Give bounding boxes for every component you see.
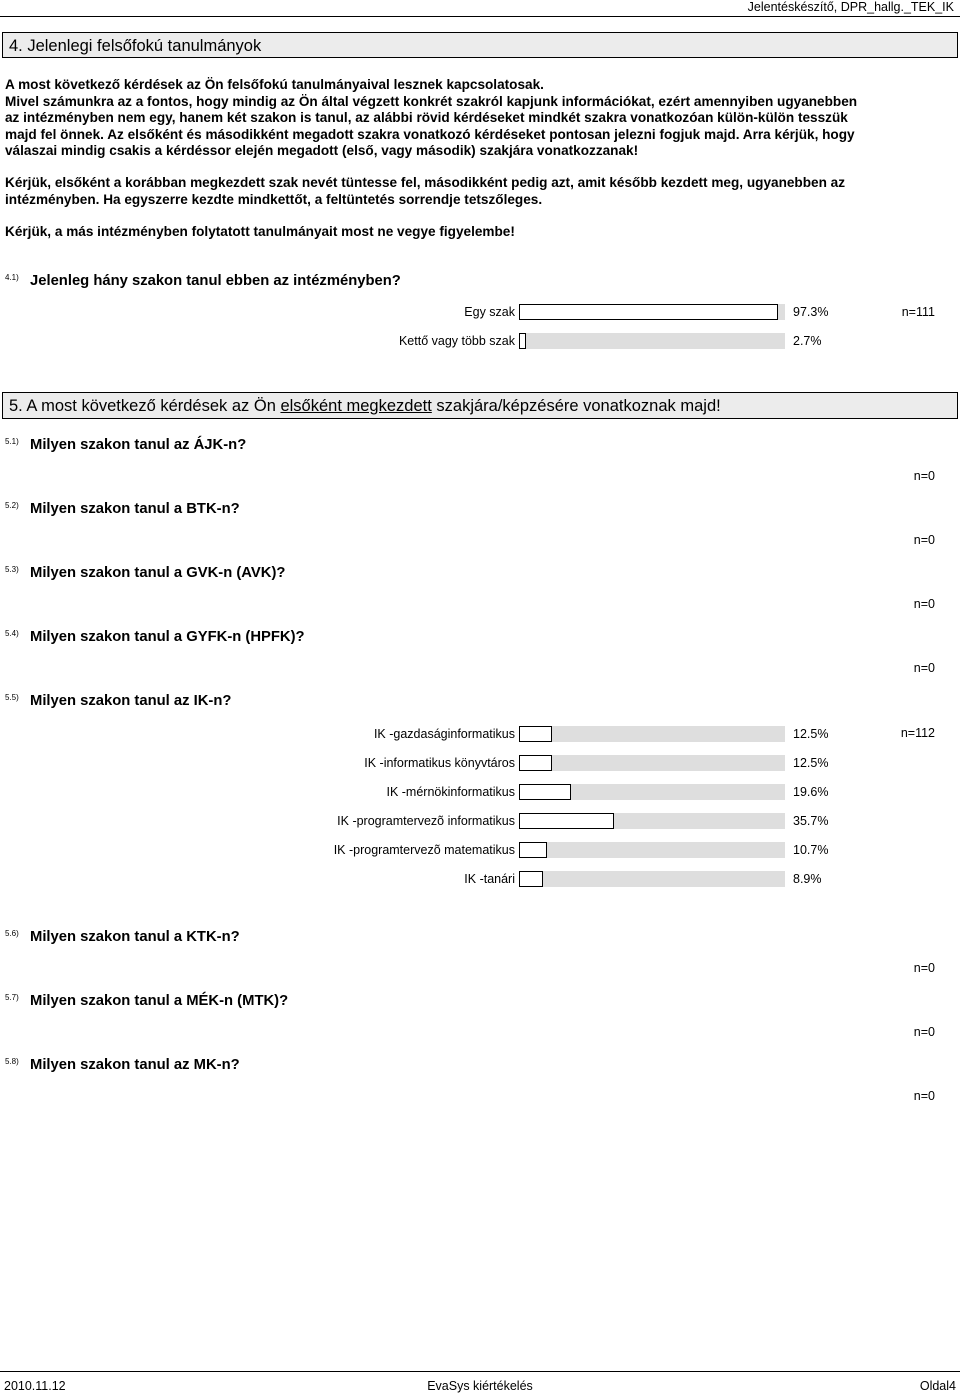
question-text: Milyen szakon tanul a GYFK-n (HPFK)? (30, 629, 305, 645)
intro-paragraph-1 (5, 77, 953, 160)
section-5-text-after: szakjára/képzésére vonatkoznak majd! (431, 397, 721, 415)
answer-percentage: 19.6% (793, 785, 829, 799)
answer-option-label: Kettő vagy több szak (398, 334, 515, 348)
answer-option-label: Egy szak (464, 305, 515, 319)
response-count: n=0 (913, 597, 935, 611)
answer-bar-track (519, 784, 785, 800)
response-count: n=111 (901, 305, 935, 319)
question-text: Jelenleg hány szakon tanul ebben az intézményben? (30, 273, 401, 289)
answer-option-label: IK -programtervezõ matematikus (333, 843, 515, 857)
question-number: 5.2) (5, 501, 19, 510)
question-number: 5.3) (5, 565, 19, 574)
footer-divider (0, 1371, 960, 1372)
response-count: n=0 (913, 533, 935, 547)
section-4-title: 4. Jelenlegi felsőfokú tanulmányok (2, 32, 958, 58)
response-count: n=0 (913, 1089, 935, 1103)
question-text: Milyen szakon tanul az IK-n? (30, 693, 232, 709)
question-text: Milyen szakon tanul a BTK-n? (30, 501, 240, 517)
question-number: 4.1) (5, 273, 19, 282)
response-count: n=0 (913, 1025, 935, 1039)
intro-line: intézményben. Ha egyszerre kezdte mindkettőt, a feltüntetés sorrendje tetszőleges. (5, 191, 543, 207)
answer-bar (519, 333, 526, 349)
answer-option-label: IK -programtervezõ informatikus (337, 814, 515, 828)
footer-title: EvaSys kiértékelés (427, 1379, 533, 1393)
answer-bar-track (519, 755, 785, 771)
response-count: n=112 (900, 726, 935, 740)
intro-line: válaszai mindig csakis a kérdéssor elején megadott (első, vagy második) szakjára vonatkozzanak! (5, 143, 639, 158)
footer-page-number: Oldal4 (919, 1379, 956, 1393)
answer-option-label: IK -mérnökinformatikus (386, 785, 515, 799)
report-header: Jelentéskészítő, DPR_hallg._TEK_IK (747, 0, 954, 14)
intro-line: majd fel önnek. Az elsőként és másodikként megadott szakra vonatkozó kérdéseket pontosan jelezni fogjuk majd. Arra kérjük, hogy (5, 126, 855, 142)
answer-bar (519, 842, 547, 858)
question-text: Milyen szakon tanul a KTK-n? (30, 929, 240, 945)
answer-bar-track (519, 726, 785, 742)
answer-bar (519, 784, 571, 800)
question-number: 5.8) (5, 1057, 19, 1066)
answer-bar-track (519, 842, 785, 858)
question-number: 5.7) (5, 993, 19, 1002)
response-count: n=0 (913, 469, 935, 483)
question-text: Milyen szakon tanul az MK-n? (30, 1057, 240, 1073)
intro-line: A most következő kérdések az Ön felsőfokú tanulmányaival lesznek kapcsolatosak. (5, 77, 544, 92)
question-text: Milyen szakon tanul a GVK-n (AVK)? (30, 565, 286, 581)
question-text: Milyen szakon tanul a MÉK-n (MTK)? (30, 993, 289, 1009)
section-5-title (2, 392, 958, 419)
answer-option-label: IK -gazdaságinformatikus (373, 727, 515, 741)
footer-date: 2010.11.12 (4, 1379, 66, 1393)
answer-percentage: 2.7% (793, 334, 822, 348)
answer-bar (519, 304, 778, 320)
answer-percentage: 12.5% (793, 727, 829, 741)
question-number: 5.1) (5, 437, 19, 446)
answer-percentage: 8.9% (793, 872, 822, 886)
question-number: 5.6) (5, 929, 19, 938)
intro-paragraph-2 (5, 175, 953, 208)
answer-bar-track (519, 333, 785, 349)
answer-percentage: 10.7% (793, 843, 829, 857)
answer-bar (519, 726, 552, 742)
answer-bar-track (519, 304, 785, 320)
section-5-underlined: elsőként megkezdett (280, 397, 432, 415)
intro-line: Kérjük, elsőként a korábban megkezdett szak nevét tüntesse fel, másodikként pedig azt, amit később kezdett meg, ugyanebben az (5, 175, 846, 190)
answer-percentage: 35.7% (793, 814, 829, 828)
answer-option-label: IK -informatikus könyvtáros (364, 756, 515, 770)
answer-bar (519, 871, 543, 887)
answer-bar (519, 813, 614, 829)
intro-line: Mivel számunkra az a fontos, hogy mindig az Ön által végzett konkrét szakról kapjunk információkat, ezért amennyiben ugyanebben (5, 93, 858, 109)
question-text: Milyen szakon tanul az ÁJK-n? (30, 437, 247, 453)
intro-line: az intézményben nem egy, hanem két szakon is tanul, az alábbi rövid kérdéseket mindkét szakra vonatkozóan külön-külön tesszük (5, 110, 848, 125)
response-count: n=0 (913, 961, 935, 975)
response-count: n=0 (913, 661, 935, 675)
answer-bar-track (519, 871, 785, 887)
answer-bar (519, 755, 552, 771)
answer-option-label: IK -tanári (464, 872, 515, 886)
header-divider (0, 16, 960, 17)
question-number: 5.5) (5, 693, 19, 702)
section-5-text-before: 5. A most következő kérdések az Ön (9, 397, 281, 415)
answer-percentage: 97.3% (793, 305, 829, 319)
intro-paragraph-3: Kérjük, a más intézményben folytatott tanulmányait most ne vegye figyelembe! (5, 224, 515, 239)
answer-bar-track (519, 813, 785, 829)
question-number: 5.4) (5, 629, 19, 638)
answer-percentage: 12.5% (793, 756, 829, 770)
